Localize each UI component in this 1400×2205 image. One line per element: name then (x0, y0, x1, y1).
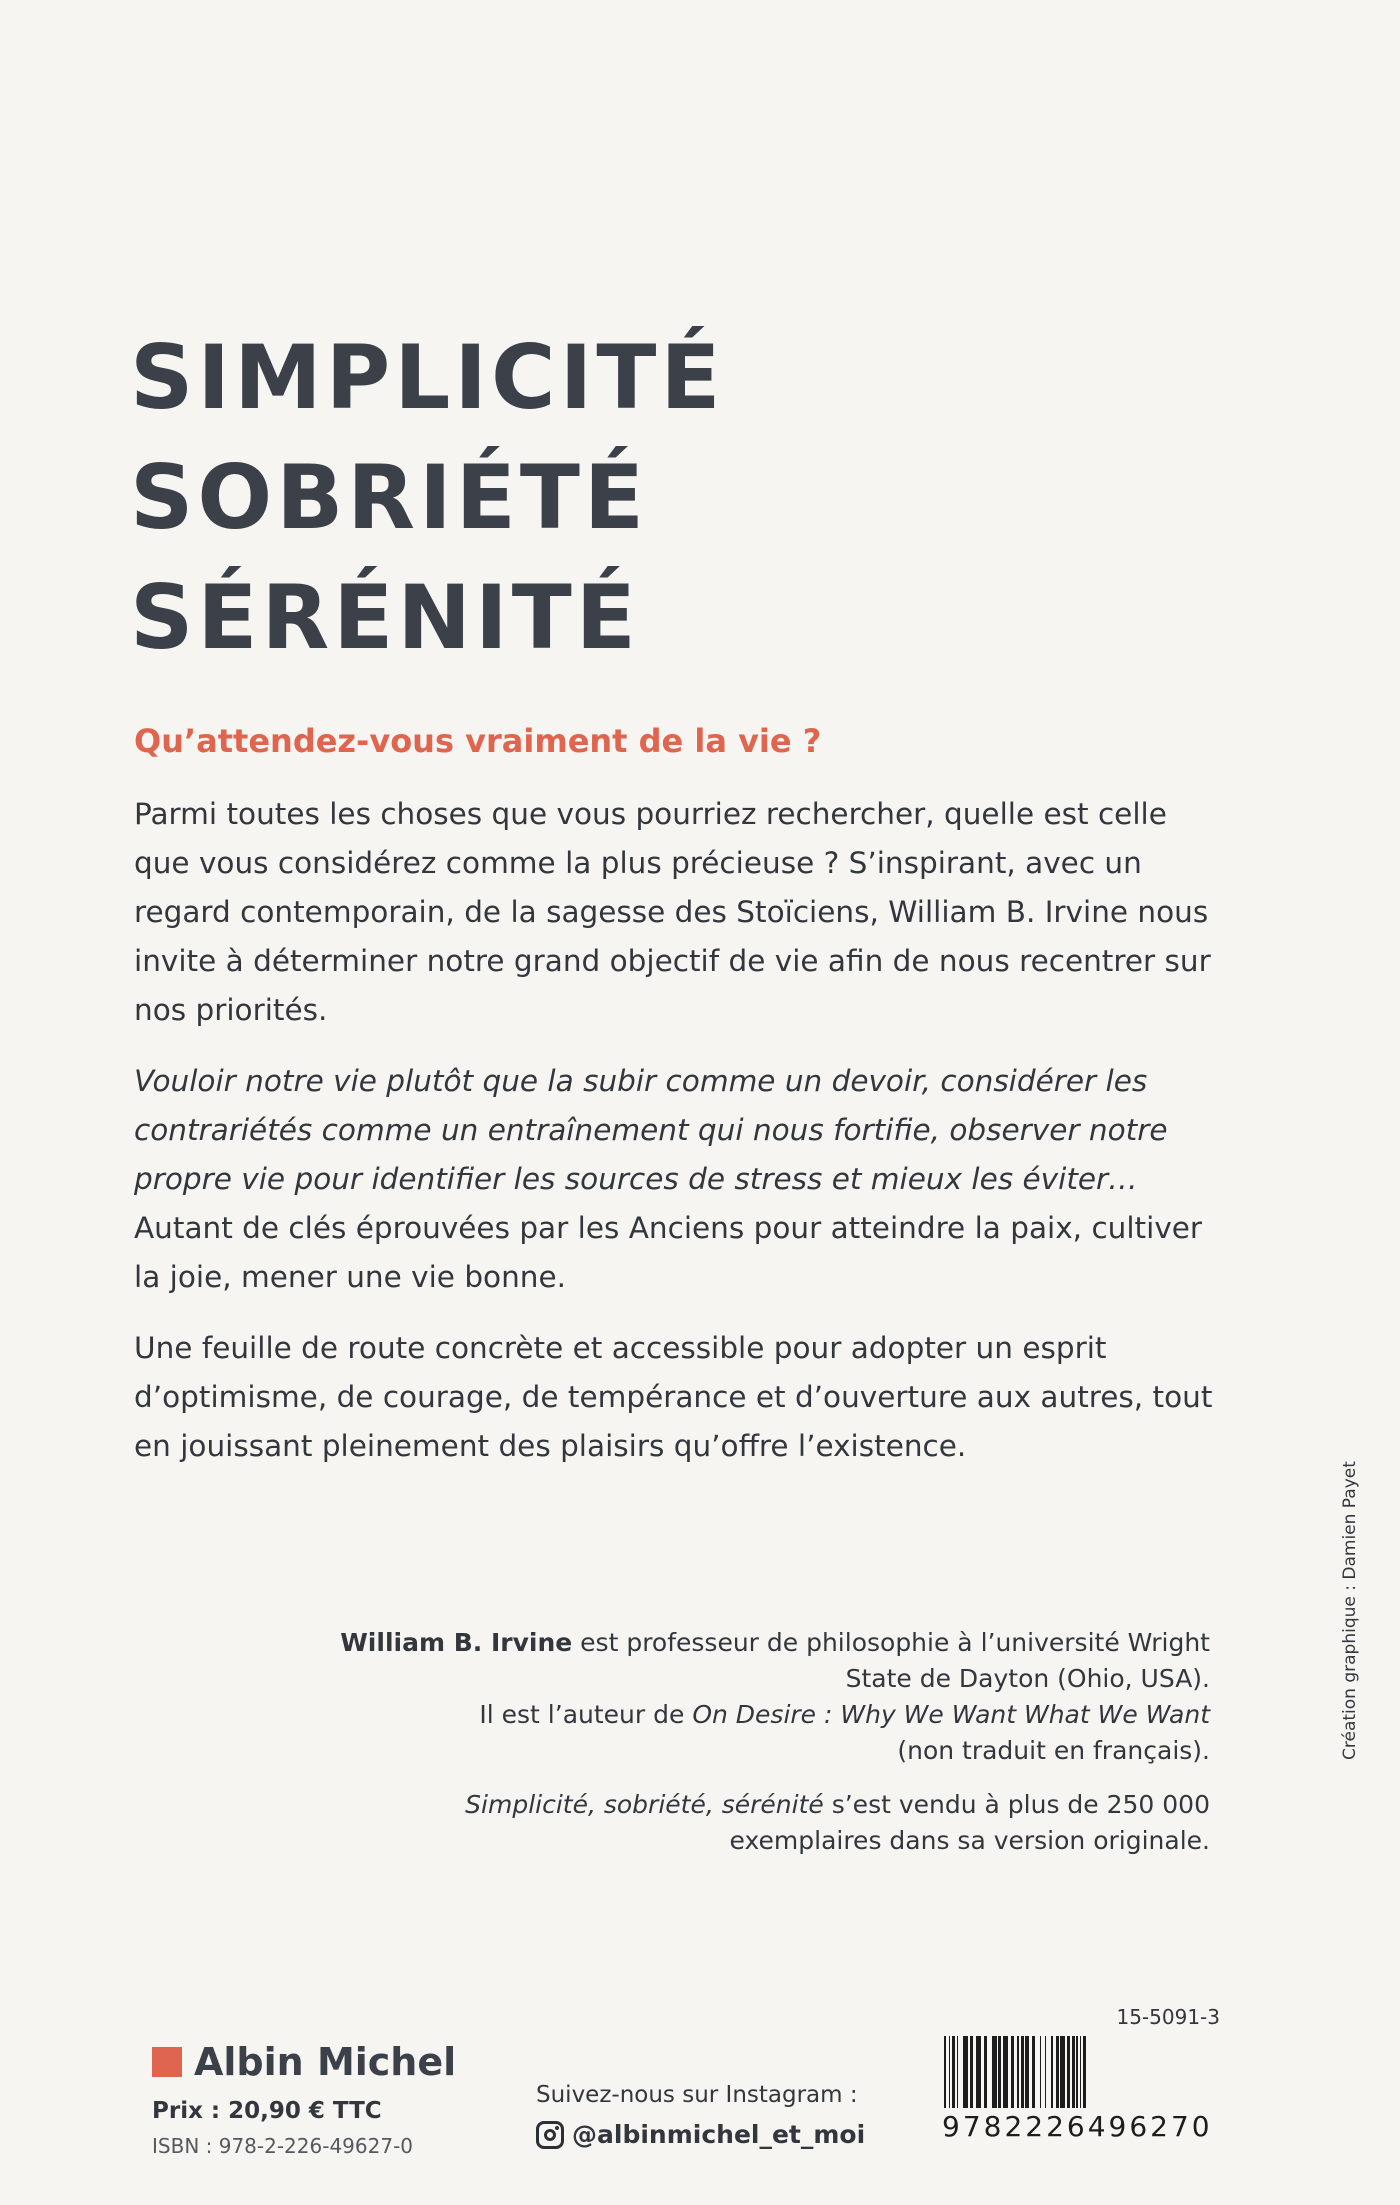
book-title (130, 318, 724, 678)
blurb-paragraph-2-rest: Autant de clés éprouvées par les Anciens pour atteindre la paix, cultiver la joie, mener une vie bonne. (134, 1211, 1203, 1294)
title-line-3: SÉRÉNITÉ (130, 566, 640, 669)
title-line-1: SIMPLICITÉ (130, 326, 725, 429)
instagram-handle: @albinmichel_et_moi (572, 2120, 866, 2149)
publisher-square-icon (152, 2047, 182, 2077)
sales-paragraph (310, 1787, 1210, 1859)
blurb (134, 790, 1214, 1493)
instagram-label: Suivez-nous sur Instagram : (536, 2082, 858, 2108)
author-bio (310, 1625, 1210, 1877)
design-credit: Création graphique : Damien Payet (1340, 1461, 1360, 1760)
instagram-icon (536, 2121, 564, 2149)
author-paragraph (310, 1625, 1210, 1769)
author-bio-1: est professeur de philosophie à l’université Wright State de Dayton (Ohio, USA). (572, 1628, 1210, 1693)
publisher-block (152, 2040, 456, 2158)
instagram-handle-row (536, 2120, 865, 2149)
barcode (944, 2036, 1220, 2108)
author-name: William B. Irvine (340, 1628, 573, 1657)
author-book: On Desire : Why We Want What We Want (692, 1700, 1210, 1729)
sales-title: Simplicité, sobriété, sérénité (465, 1790, 824, 1819)
publisher-logo (152, 2040, 456, 2084)
blurb-italic: Vouloir notre vie plutôt que la subir comme un devoir, considérer les contrariétés comme un entraînement qui nous fortifie, observer notre propre vie pour identifier les sources de stress et mieux les éviter… (134, 1064, 1168, 1196)
blurb-paragraph-2 (134, 1057, 1214, 1302)
catalog-code: 15-5091-3 (1116, 2005, 1220, 2029)
author-bio-2-suffix: (non traduit en français). (897, 1736, 1210, 1765)
tagline: Qu’attendez-vous vraiment de la vie ? (134, 722, 822, 760)
publisher-name: Albin Michel (194, 2040, 457, 2084)
barcode-number: 9782226496270 (942, 2110, 1213, 2143)
title-line-2: SOBRIÉTÉ (130, 446, 649, 549)
blurb-paragraph-3: Une feuille de route concrète et accessible pour adopter un esprit d’optimisme, de courage, de tempérance et d’ouverture aux autres, tout en jouissant pleinement des plaisirs qu’offre l’existence. (134, 1331, 1213, 1463)
barcode-block (944, 2036, 1220, 2143)
sales-text: s’est vendu à plus de 250 000 exemplaires dans sa version originale. (729, 1790, 1210, 1855)
blurb-paragraph-1: Parmi toutes les choses que vous pourriez rechercher, quelle est celle que vous considérez comme la plus précieuse ? S’inspirant, avec un regard contemporain, de la sagesse des Stoïciens, William B. Irvine nous invite à déterminer notre grand objectif de vie afin de nous recentrer sur nos priorités. (134, 797, 1211, 1027)
instagram-block (536, 2082, 865, 2149)
isbn: ISBN : 978-2-226-49627-0 (152, 2134, 414, 2158)
author-bio-2-prefix: Il est l’auteur de (479, 1700, 693, 1729)
barcode-bar (1086, 2036, 1088, 2108)
price: Prix : 20,90 € TTC (152, 2098, 382, 2124)
